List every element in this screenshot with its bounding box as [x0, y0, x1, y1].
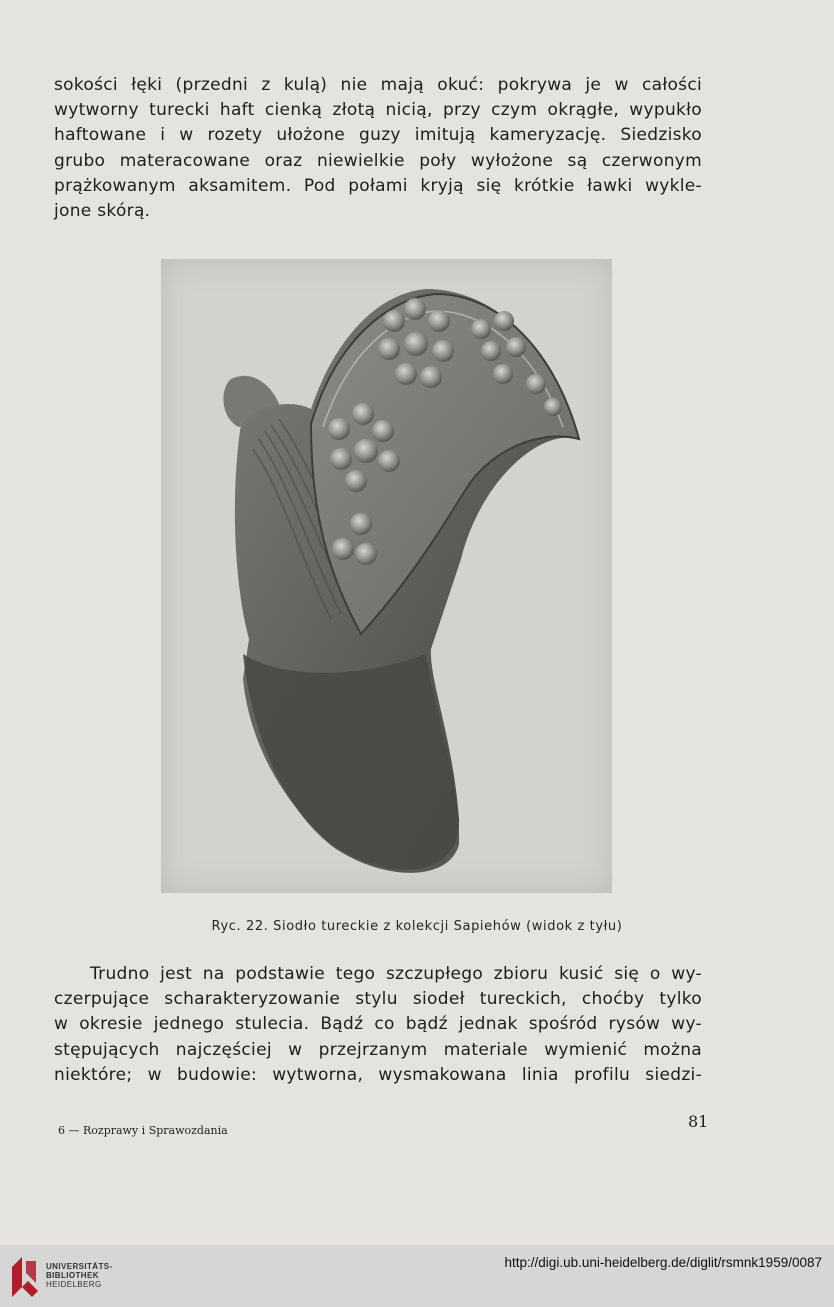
- saddle-illustration: [161, 259, 612, 893]
- page-number: 81: [688, 1112, 709, 1131]
- saddle-photograph: [161, 259, 612, 893]
- permalink-url[interactable]: http://digi.ub.uni-heidelberg.de/diglit/rsmnk1959/0087: [504, 1255, 822, 1270]
- library-name-line: UNIVERSITÄTS-: [46, 1262, 113, 1271]
- text-line: stępujących najczęściej w przejrzanym materiale wymienić można: [54, 1039, 702, 1060]
- running-footer: 6 — Rozprawy i Sprawozdania: [58, 1124, 228, 1137]
- text-line: grubo materacowane oraz niewielkie poły wyłożone są czerwonym: [54, 150, 702, 171]
- text-line: sokości łęki (przedni z kulą) nie mają okuć: pokrywa je w całości: [54, 75, 702, 95]
- library-name[interactable]: [46, 1262, 113, 1289]
- figure-caption: Ryc. 22. Siodło tureckie z kolekcji Sapiehów (widok z tyłu): [211, 919, 623, 934]
- paragraph-1: [54, 73, 702, 224]
- text-line: jone skórą.: [54, 201, 151, 222]
- library-logo-icon[interactable]: [8, 1253, 42, 1301]
- text-line: w okresie jednego stulecia. Bądź co bądź jednak spośród rysów wy-: [54, 1014, 702, 1035]
- text-line: prążkowanym aksamitem. Pod połami kryją się krótkie ławki wykle-: [54, 175, 702, 196]
- text-line: Trudno jest na podstawie tego szczupłego zbioru kusić się o wy-: [90, 964, 702, 984]
- library-name-line: BIBLIOTHEK: [46, 1271, 99, 1280]
- text-line: czerpujące scharakteryzowanie stylu siodeł tureckich, choćby tylko: [54, 989, 702, 1010]
- paragraph-2: [54, 962, 702, 1088]
- text-line: niektóre; w budowie: wytworna, wysmakowana linia profilu siedzi-: [54, 1064, 702, 1085]
- library-name-line: HEIDELBERG: [46, 1280, 102, 1289]
- text-line: wytworny turecki haft cienką złotą nicią, przy czym okrągłe, wypukło: [54, 100, 702, 121]
- text-line: haftowane i w rozety ułożone guzy imitują kameryzację. Siedzisko: [54, 125, 702, 146]
